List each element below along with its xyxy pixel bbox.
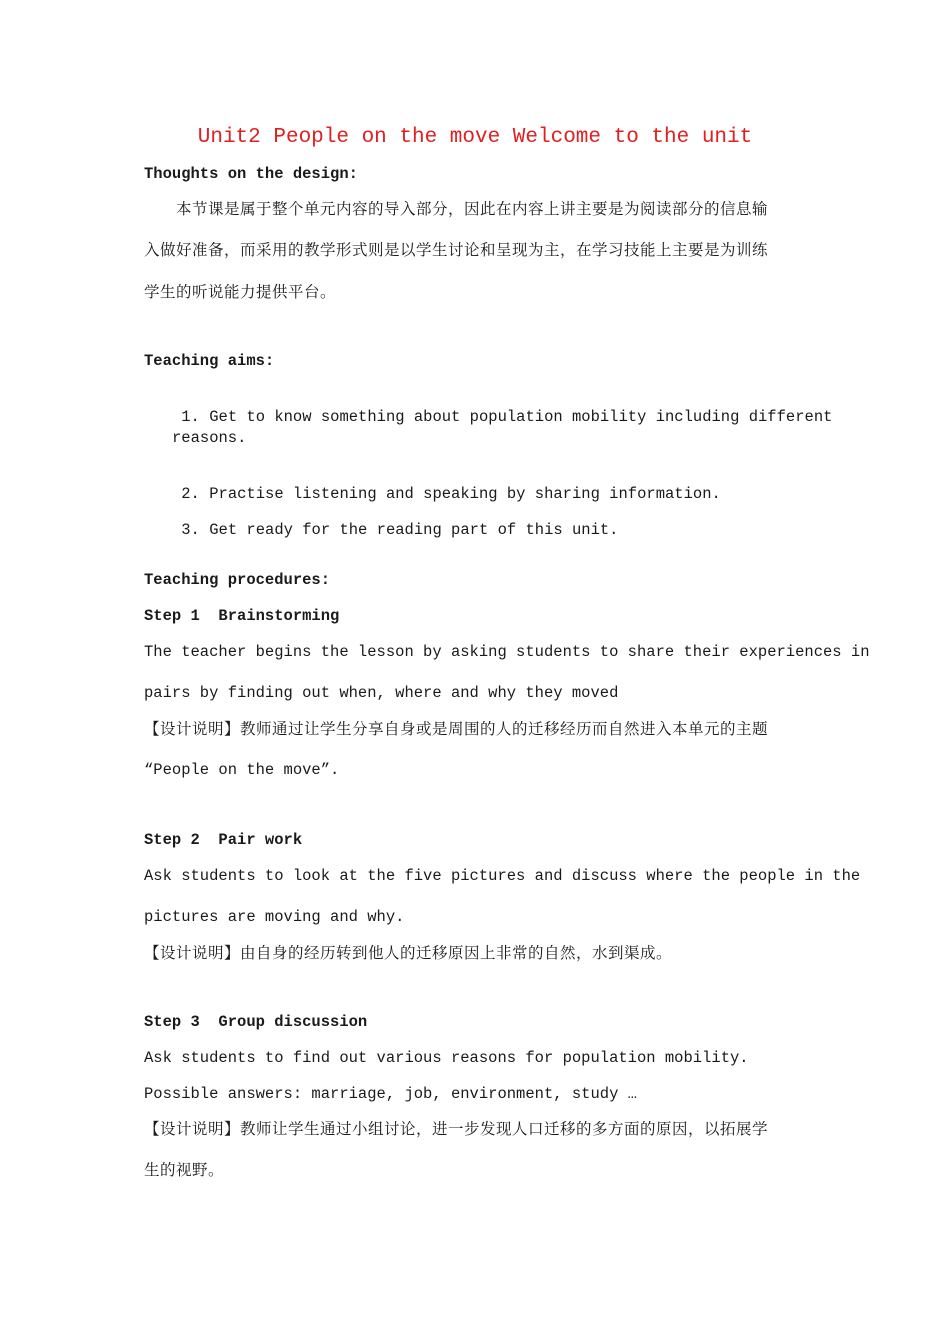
aim-number: 1. <box>181 408 200 426</box>
aim-number: 3. <box>181 521 200 539</box>
aim-text: Practise listening and speaking by sharing information. <box>209 485 721 503</box>
thoughts-heading: Thoughts on the design: <box>144 165 358 183</box>
aim-text-continued: reasons. <box>172 429 247 447</box>
document-title: Unit2 People on the move Welcome to the unit <box>197 126 753 149</box>
aim-number: 2. <box>181 485 200 503</box>
step1-note: “People on the move”. <box>144 761 340 779</box>
thoughts-line: 入做好准备，而采用的教学形式则是以学生讨论和呈现为主，在学习技能上主要是为训练 <box>144 241 769 259</box>
step1-heading: Step 1 Brainstorming <box>144 607 340 625</box>
step2-heading: Step 2 Pair work <box>144 831 303 849</box>
step3-line: Possible answers: marriage, job, environment, study … <box>144 1085 637 1103</box>
procedures-heading: Teaching procedures: <box>144 571 331 589</box>
step1-line: The teacher begins the lesson by asking students to share their experiences in <box>144 643 870 661</box>
step3-heading: Step 3 Group discussion <box>144 1013 368 1031</box>
step3-line: Ask students to find out various reasons for population mobility. <box>144 1049 749 1067</box>
step1-line: pairs by finding out when, where and why they moved <box>144 684 619 702</box>
step3-note: 【设计说明】教师让学生通过小组讨论，进一步发现人口迁移的多方面的原因，以拓展学 <box>144 1120 769 1138</box>
step2-note: 【设计说明】由自身的经历转到他人的迁移原因上非常的自然，水到渠成。 <box>144 944 673 962</box>
aim-text: Get ready for the reading part of this unit. <box>209 521 619 539</box>
thoughts-line: 学生的听说能力提供平台。 <box>144 283 337 301</box>
thoughts-line: 本节课是属于整个单元内容的导入部分，因此在内容上讲主要是为阅读部分的信息输 <box>176 200 769 218</box>
step1-note: 【设计说明】教师通过让学生分享自身或是周围的人的迁移经历而自然进入本单元的主题 <box>144 720 769 738</box>
step2-line: Ask students to look at the five pictures and discuss where the people in the <box>144 867 861 885</box>
aim-text: Get to know something about population mobility including different <box>209 408 833 426</box>
aim-item <box>144 387 832 447</box>
aim-item <box>144 500 619 560</box>
aims-heading: Teaching aims: <box>144 352 275 370</box>
step2-line: pictures are moving and why. <box>144 908 405 926</box>
step3-note: 生的视野。 <box>144 1161 225 1179</box>
